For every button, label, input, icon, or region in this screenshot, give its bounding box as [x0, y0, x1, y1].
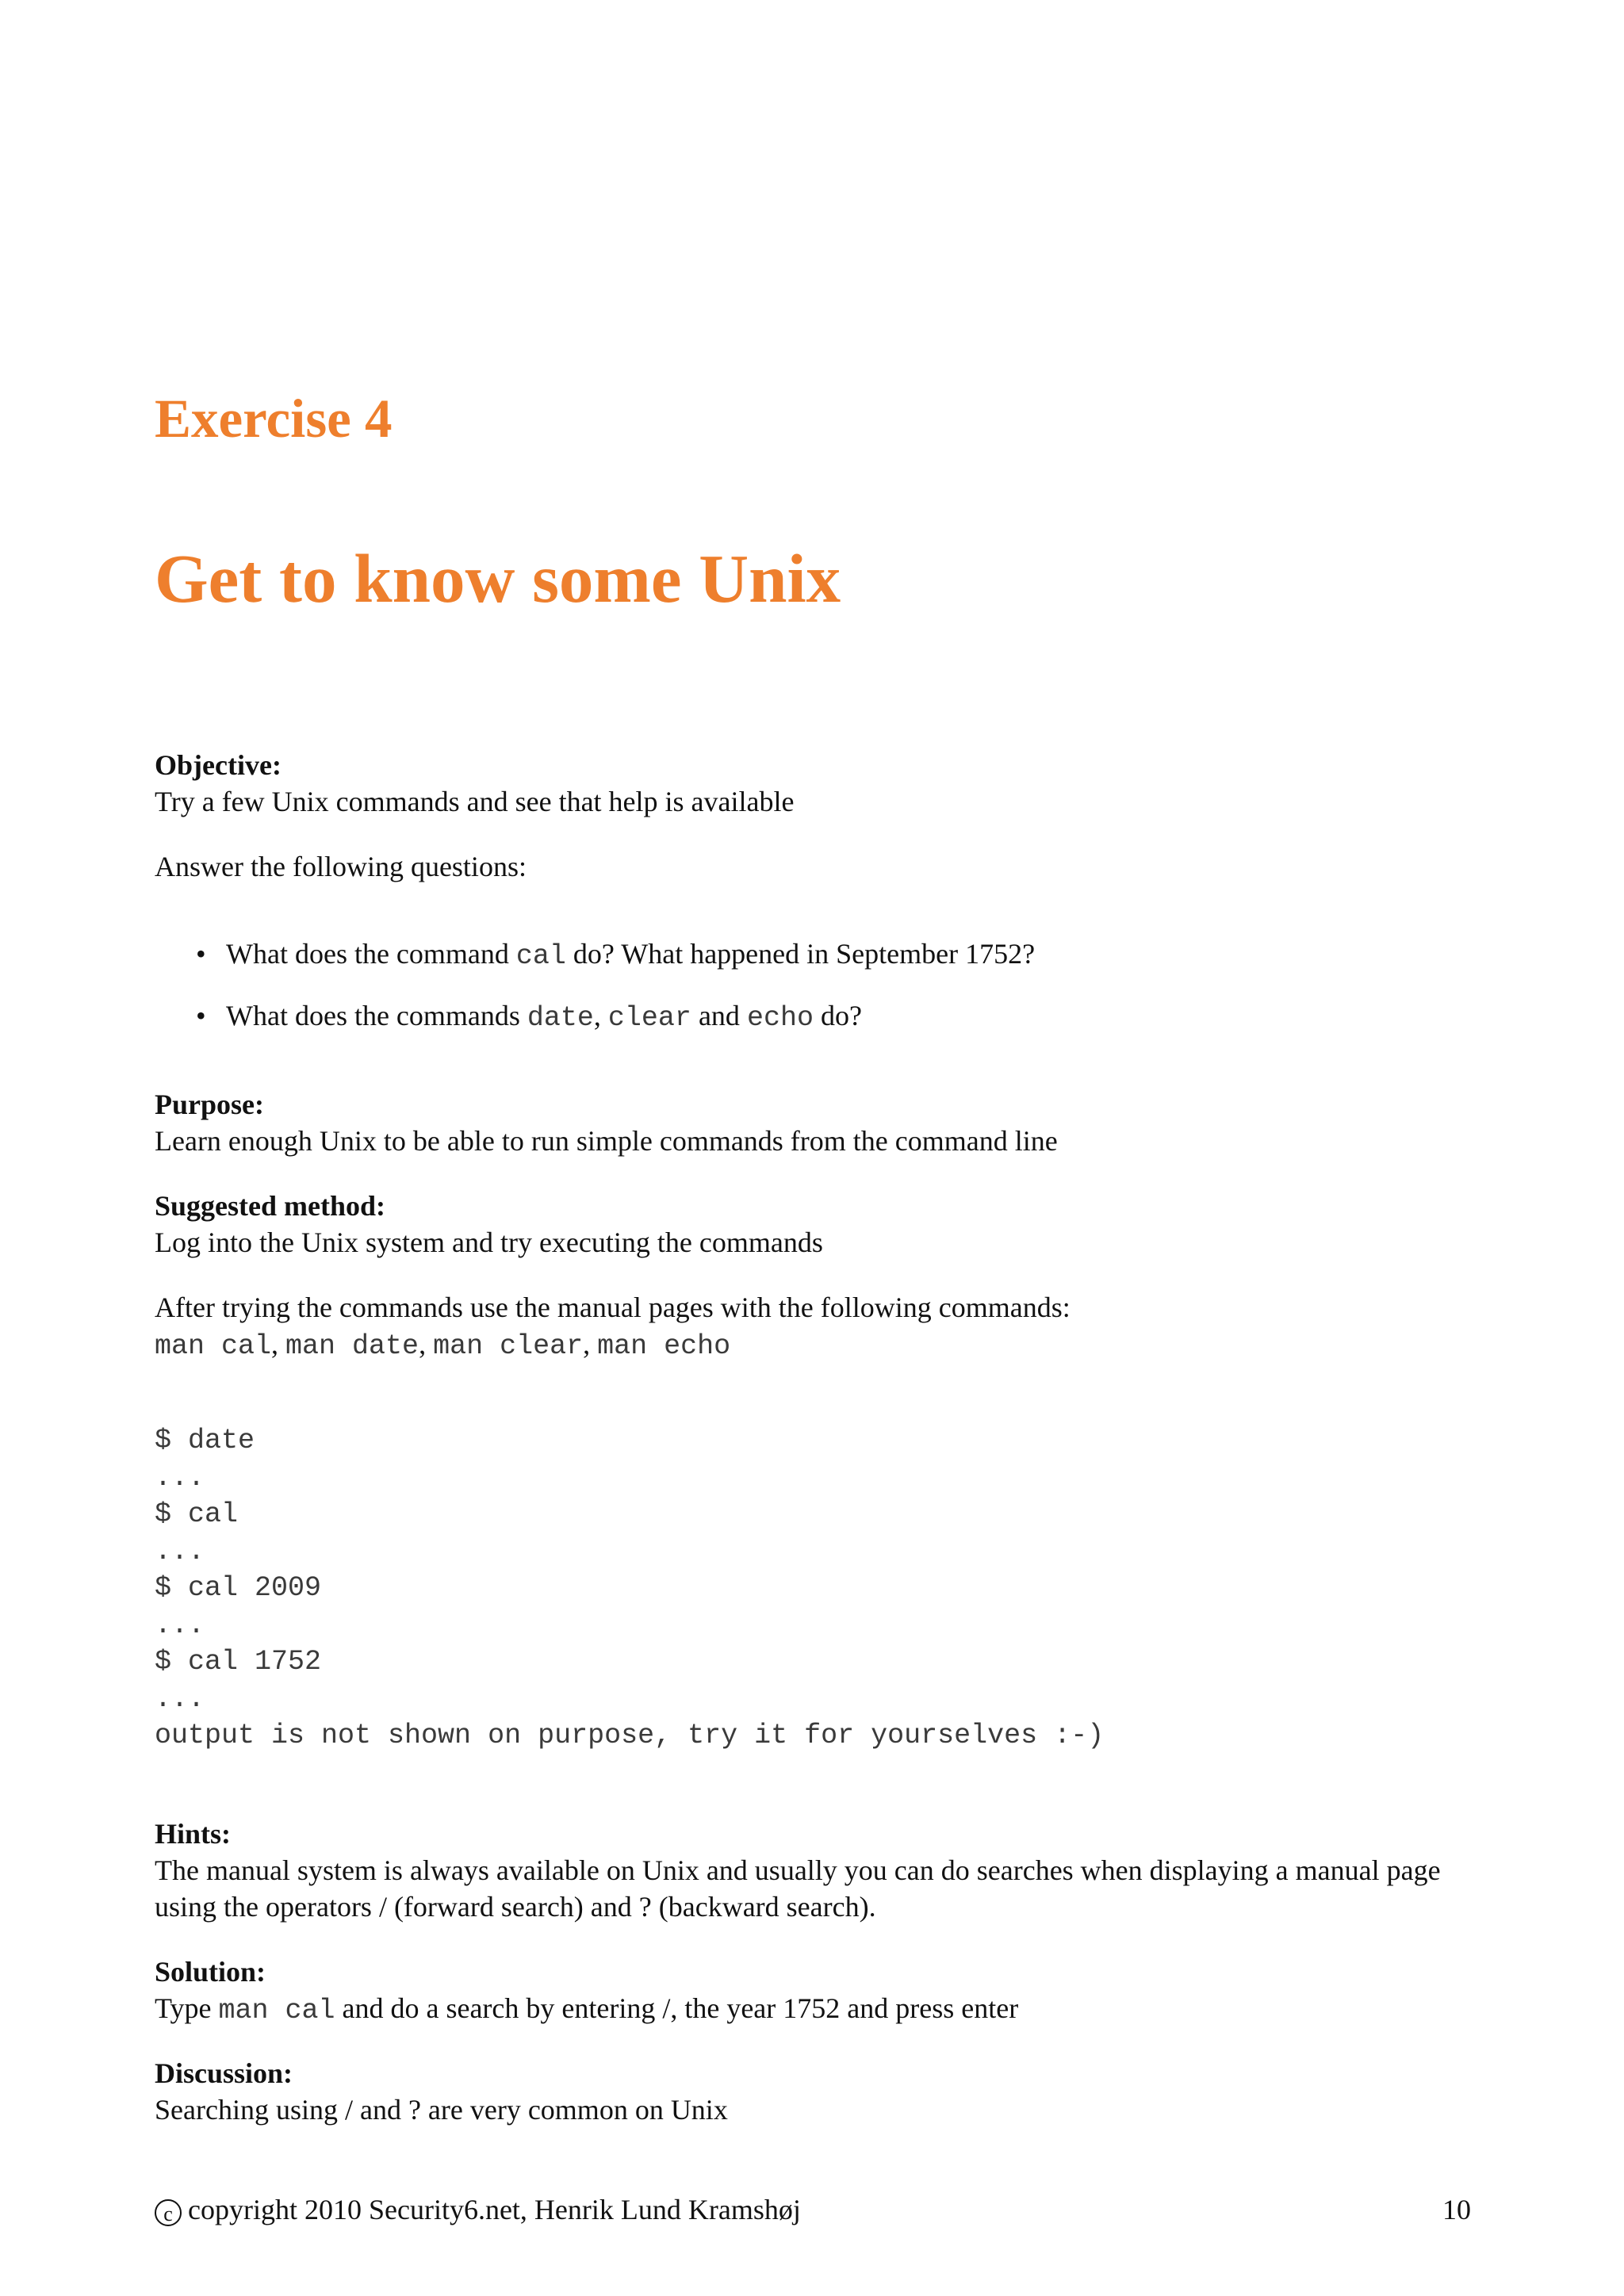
exercise-number-heading: Exercise 4	[155, 388, 393, 449]
inline-code: man clear	[433, 1330, 584, 1362]
questions-intro: Answer the following questions:	[155, 851, 527, 882]
page-number: 10	[1442, 2194, 1471, 2225]
inline-code: man cal	[218, 1995, 335, 2026]
suggested-method-label: Suggested method:	[155, 1190, 386, 1222]
inline-code: man cal	[155, 1330, 272, 1362]
objective-label: Objective:	[155, 749, 282, 781]
suggested-method-section	[155, 1188, 1471, 1261]
hints-text-line: using the operators / (forward search) and ? (backward search).	[155, 1891, 876, 1923]
purpose-section	[155, 1086, 1471, 1159]
exercise-title: Get to know some Unix	[155, 540, 841, 617]
list-item: • What does the command cal do? What happened in September 1752?	[196, 936, 1465, 972]
hints-label: Hints:	[155, 1818, 232, 1850]
inline-code: clear	[607, 1002, 691, 1034]
objective-section	[155, 747, 1471, 820]
manual-commands: man cal, man date, man clear, man echo	[155, 1328, 731, 1362]
purpose-text: Learn enough Unix to be able to run simple commands from the command line	[155, 1125, 1058, 1157]
purpose-label: Purpose:	[155, 1089, 264, 1120]
solution-label: Solution:	[155, 1956, 266, 1988]
hints-text-line: The manual system is always available on Unix and usually you can do searches when displaying a manual page	[155, 1854, 1441, 1886]
hints-section	[155, 1816, 1471, 1925]
objective-text: Try a few Unix commands and see that help is available	[155, 786, 795, 817]
discussion-text: Searching using / and ? are very common on Unix	[155, 2094, 728, 2126]
manual-section	[155, 1289, 1471, 1364]
copyright-icon: c	[155, 2199, 182, 2226]
copyright-notice: c copyright 2010 Security6.net, Henrik Lund Kramshøj	[155, 2191, 801, 2228]
manual-intro-text: After trying the commands use the manual pages with the following commands:	[155, 1292, 1071, 1323]
inline-code: man echo	[597, 1330, 731, 1362]
code-block: $ date ... $ cal ... $ cal 2009 ... $ cal 1752 ... output is not shown on purpose, try it for yourselves :-)	[155, 1425, 1105, 1751]
questions-list	[196, 936, 1465, 1034]
bullet-icon: •	[196, 938, 206, 970]
discussion-section	[155, 2055, 1471, 2128]
inline-code: man date	[285, 1330, 419, 1362]
solution-text: Type man cal and do a search by entering /, the year 1752 and press enter	[155, 1992, 1019, 2026]
bullet-icon: •	[196, 1000, 206, 1031]
inline-code: echo	[746, 1002, 814, 1034]
inline-code: cal	[515, 940, 566, 972]
suggested-method-text: Log into the Unix system and try executing the commands	[155, 1226, 823, 1258]
list-item: • What does the commands date, clear and echo do?	[196, 997, 1465, 1034]
solution-section	[155, 1954, 1471, 2029]
discussion-label: Discussion:	[155, 2057, 293, 2089]
inline-code: date	[527, 1002, 594, 1034]
